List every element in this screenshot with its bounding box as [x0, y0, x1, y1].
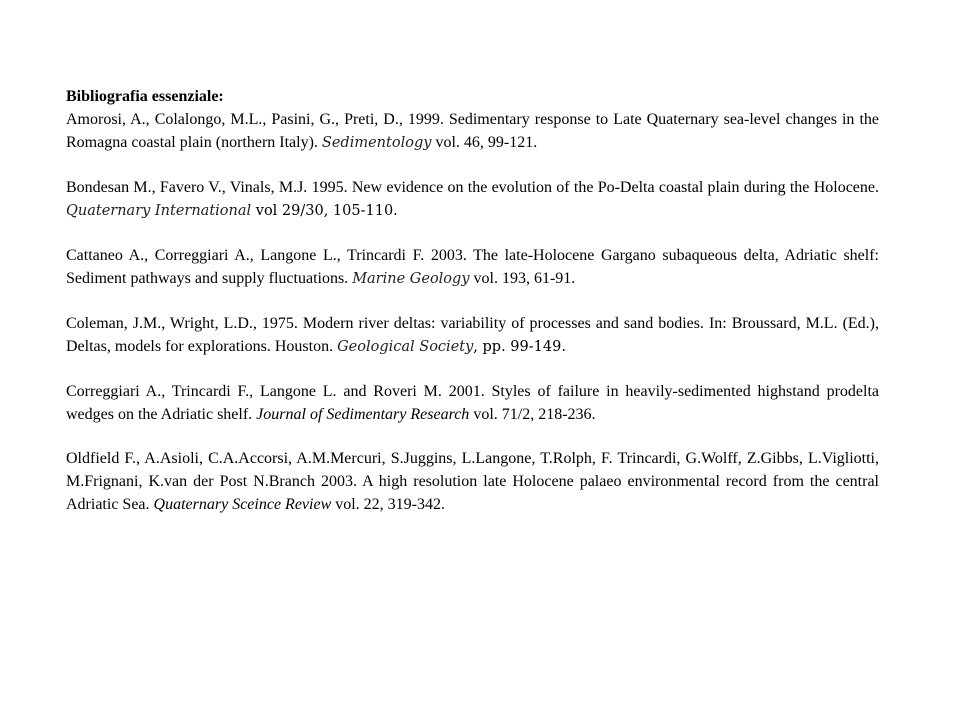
reference-volume: , pp. 99-149. [473, 339, 566, 355]
reference-cattaneo-2003 [66, 244, 879, 291]
reference-coleman-1975 [66, 312, 879, 359]
reference-correggiari-2001 [66, 380, 879, 426]
reference-text: Cattaneo A., Correggiari A., Langone L., Trincardi F. 2003. The late-Holocene Gargano subaqueous delta, Adriatic shelf: Sediment pathways and supply fluctuations. [66, 247, 879, 287]
reference-amorosi-1999 [66, 108, 879, 155]
reference-text: Bondesan M., Favero V., Vinals, M.J. 1995. New evidence on the evolution of the Po-Delta coastal plain during the Holocene. [66, 179, 879, 196]
reference-volume: vol. 22, 319-342. [331, 496, 446, 513]
reference-volume: vol. 193, 61-91. [469, 270, 576, 287]
journal-name: Quaternary International [66, 203, 252, 219]
bibliography-page [66, 85, 879, 516]
journal-name: Sedimentology [321, 135, 432, 151]
bibliography-heading: Bibliografia essenziale: [66, 88, 224, 105]
reference-volume: vol 29/30, 105-110. [251, 203, 398, 219]
reference-volume: vol. 46, 99-121. [431, 134, 538, 151]
journal-name: Journal of Sedimentary Research [256, 406, 470, 423]
reference-text: Correggiari A., Trincardi F., Langone L. and Roveri M. 2001. Styles of failure in heavily-sedimented highstand prodelta wedges on the Adriatic shelf. [66, 383, 879, 423]
reference-oldfield-2003 [66, 447, 879, 516]
reference-text: Amorosi, A., Colalongo, M.L., Pasini, G., Preti, D., 1999. Sedimentary response to Late Quaternary sea-level changes in the Romagna coastal plain (northern Italy). [66, 111, 879, 151]
journal-name: Geological Society [337, 339, 474, 355]
reference-text: Coleman, J.M., Wright, L.D., 1975. Modern river deltas: variability of processes and sand bodies. In: Broussard, M.L. (Ed.), Deltas, models for explorations. Houston. [66, 315, 879, 355]
reference-volume: vol. 71/2, 218-236. [469, 406, 596, 423]
journal-name: Quaternary Sceince Review [153, 496, 332, 513]
reference-text: Oldfield F., A.Asioli, C.A.Accorsi, A.M.Mercuri, S.Juggins, L.Langone, T.Rolph, F. Trincardi, G.Wolff, Z.Gibbs, L.Vigliotti, M.Frignani, K.van der Post N.Branch 2003. A high resolution late Holocene palaeo environmental record from the central Adriatic Sea. [66, 450, 879, 513]
reference-bondesan-1995 [66, 176, 879, 223]
journal-name: Marine Geology [352, 271, 470, 287]
